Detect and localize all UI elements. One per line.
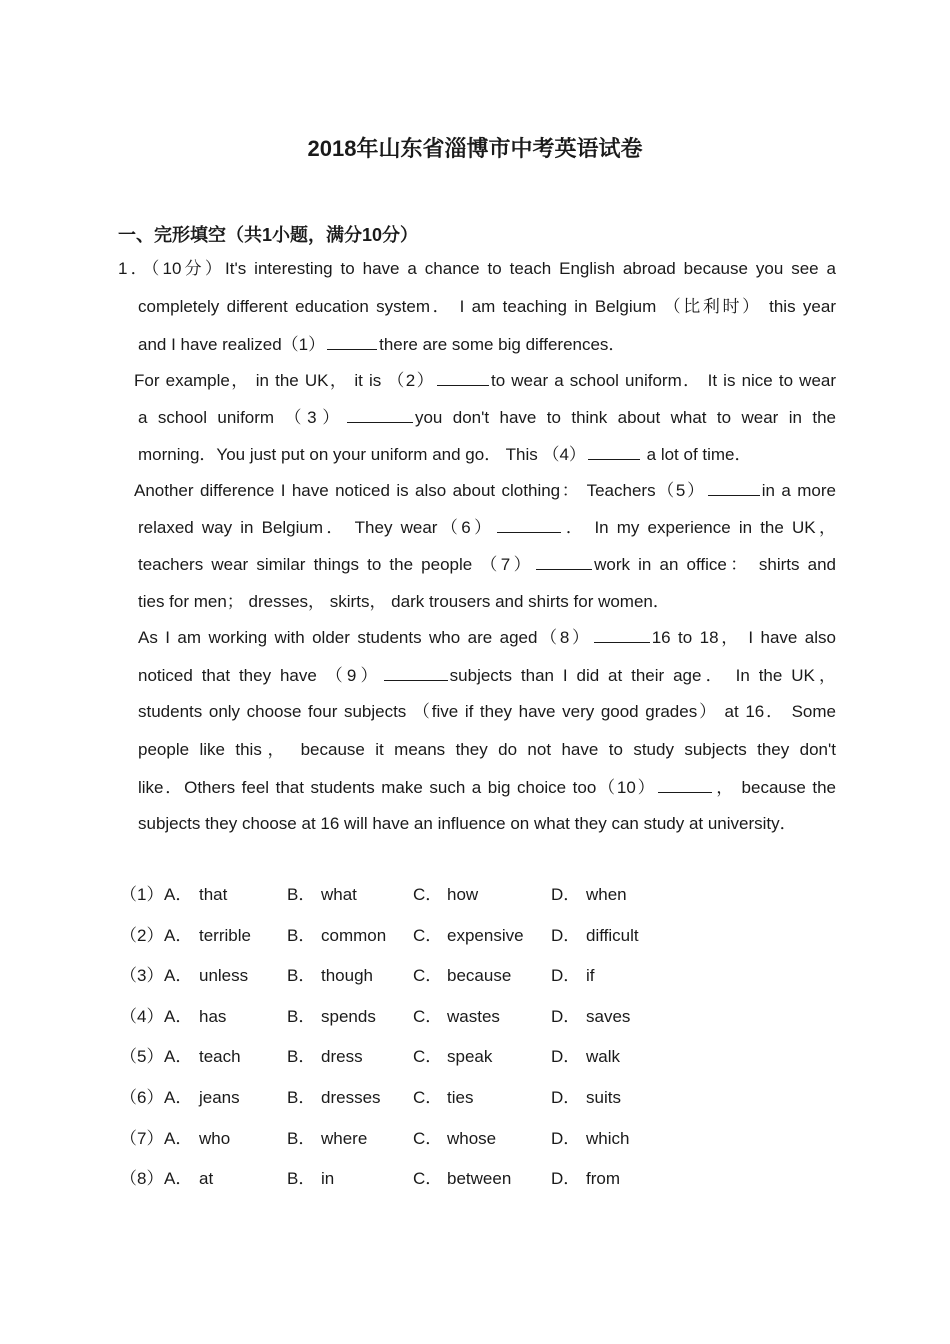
option-b[interactable]: though bbox=[321, 966, 373, 985]
option-b[interactable]: in bbox=[321, 1169, 335, 1188]
passage-line: people like this， because it means they do not have to study subjects they don't bbox=[138, 740, 836, 759]
passage-line bbox=[138, 405, 836, 430]
option-letter: A． bbox=[164, 926, 193, 945]
passage-line bbox=[138, 442, 836, 467]
question-number: （1） bbox=[120, 885, 164, 904]
passage-line: completely different education system． I am teaching in Belgium （比利时） this year bbox=[138, 297, 836, 316]
option-c[interactable]: between bbox=[447, 1169, 512, 1188]
option-letter: B． bbox=[287, 966, 316, 985]
option-letter: C． bbox=[413, 1088, 443, 1107]
question-number: （8） bbox=[120, 1169, 164, 1188]
option-a[interactable]: who bbox=[199, 1129, 231, 1148]
question-number: （6） bbox=[120, 1088, 164, 1107]
option-letter: C． bbox=[413, 1169, 443, 1188]
text: teachers wear similar things to the people （7） bbox=[138, 555, 535, 574]
passage-line bbox=[138, 332, 836, 357]
option-a[interactable]: terrible bbox=[199, 926, 251, 945]
answer-blank[interactable] bbox=[497, 515, 561, 533]
option-b[interactable]: dresses bbox=[321, 1088, 381, 1107]
option-letter: B． bbox=[287, 1088, 316, 1107]
option-letter: A． bbox=[164, 1129, 193, 1148]
option-letter: B． bbox=[287, 1129, 316, 1148]
option-d[interactable]: suits bbox=[586, 1088, 621, 1107]
option-letter: A． bbox=[164, 1007, 193, 1026]
option-a[interactable]: jeans bbox=[199, 1088, 240, 1107]
option-c[interactable]: speak bbox=[447, 1047, 493, 1066]
answer-blank[interactable] bbox=[658, 775, 712, 793]
option-letter: B． bbox=[287, 1007, 316, 1026]
option-letter: A． bbox=[164, 1047, 193, 1066]
option-letter: A． bbox=[164, 966, 193, 985]
option-letter: B． bbox=[287, 926, 316, 945]
answer-blank[interactable] bbox=[588, 442, 640, 460]
option-letter: D． bbox=[551, 1007, 581, 1026]
passage-line: subjects they choose at 16 will have an influence on what they can study at university． bbox=[138, 814, 797, 833]
text: noticed that they have （9） bbox=[138, 666, 382, 685]
option-letter: D． bbox=[551, 885, 581, 904]
option-letter: C． bbox=[413, 966, 443, 985]
passage-line bbox=[138, 515, 836, 540]
answer-blank[interactable] bbox=[708, 478, 760, 496]
text: For example， in the UK， it is （2） bbox=[134, 371, 435, 390]
option-letter: C． bbox=[413, 1007, 443, 1026]
option-d[interactable]: if bbox=[586, 966, 595, 985]
option-d[interactable]: from bbox=[586, 1169, 620, 1188]
question-number: （3） bbox=[120, 966, 164, 985]
option-d[interactable]: which bbox=[586, 1129, 630, 1148]
option-letter: B． bbox=[287, 1169, 316, 1188]
option-letter: B． bbox=[287, 885, 316, 904]
option-c[interactable]: whose bbox=[447, 1129, 497, 1148]
option-a[interactable]: that bbox=[199, 885, 228, 904]
text: ． In my experience in the UK， bbox=[562, 518, 836, 537]
text: a school uniform （3） bbox=[138, 408, 345, 427]
text: morning．You just put on your uniform and go． This （4） bbox=[138, 445, 586, 464]
passage-line bbox=[138, 552, 836, 577]
option-d[interactable]: saves bbox=[586, 1007, 631, 1026]
option-letter: D． bbox=[551, 1129, 581, 1148]
text: and I have realized（1） bbox=[138, 335, 326, 354]
option-c[interactable]: because bbox=[447, 966, 512, 985]
option-letter: D． bbox=[551, 1088, 581, 1107]
passage-line bbox=[138, 775, 836, 800]
option-a[interactable]: at bbox=[199, 1169, 214, 1188]
option-a[interactable]: unless bbox=[199, 966, 249, 985]
text: work in an office： shirts and bbox=[594, 555, 836, 574]
question-number: （4） bbox=[120, 1007, 164, 1026]
option-a[interactable]: has bbox=[199, 1007, 227, 1026]
option-c[interactable]: wastes bbox=[447, 1007, 500, 1026]
option-c[interactable]: expensive bbox=[447, 926, 524, 945]
text: a lot of time． bbox=[646, 445, 752, 464]
answer-blank[interactable] bbox=[437, 368, 489, 386]
option-letter: A． bbox=[164, 1169, 193, 1188]
option-letter: C． bbox=[413, 926, 443, 945]
option-b[interactable]: common bbox=[321, 926, 387, 945]
option-b[interactable]: spends bbox=[321, 1007, 376, 1026]
text: subjects than I did at their age． In the UK， bbox=[449, 666, 836, 685]
text: like．Others feel that students make such a big choice too（10） bbox=[138, 778, 657, 797]
option-b[interactable]: where bbox=[321, 1129, 368, 1148]
answer-blank[interactable] bbox=[347, 405, 413, 423]
option-letter: D． bbox=[551, 966, 581, 985]
passage-line bbox=[134, 368, 836, 393]
option-d[interactable]: walk bbox=[586, 1047, 621, 1066]
option-letter: A． bbox=[164, 885, 193, 904]
option-b[interactable]: dress bbox=[321, 1047, 363, 1066]
passage-line bbox=[138, 625, 836, 650]
text: in a more bbox=[761, 481, 836, 500]
passage-line: ties for men； dresses， skirts， dark trousers and shirts for women． bbox=[138, 592, 670, 611]
option-letter: A． bbox=[164, 1088, 193, 1107]
option-letter: C． bbox=[413, 1047, 443, 1066]
option-b[interactable]: what bbox=[321, 885, 357, 904]
option-c[interactable]: how bbox=[447, 885, 479, 904]
text: to wear a school uniform． It is nice to wear bbox=[490, 371, 837, 390]
option-letter: D． bbox=[551, 1047, 581, 1066]
option-letter: C． bbox=[413, 1129, 443, 1148]
question-number: （2） bbox=[120, 926, 164, 945]
option-letter: B． bbox=[287, 1047, 316, 1066]
question-number: （7） bbox=[120, 1129, 164, 1148]
option-a[interactable]: teach bbox=[199, 1047, 241, 1066]
passage-line: students only choose four subjects （five if they have very good grades） at 16． Some bbox=[138, 702, 836, 721]
text: relaxed way in Belgium． They wear（6） bbox=[138, 518, 495, 537]
text: ， because the bbox=[714, 778, 836, 797]
answer-blank[interactable] bbox=[594, 625, 650, 643]
answer-blank[interactable] bbox=[536, 552, 592, 570]
answer-blank[interactable] bbox=[327, 332, 377, 350]
page-title: 2018年山东省淄博市中考英语试卷 bbox=[307, 136, 643, 161]
section-heading: 一、完形填空（共1小题，满分10分） bbox=[118, 225, 419, 245]
option-letter: D． bbox=[551, 926, 581, 945]
passage-line: 1．（10分）It's interesting to have a chance to teach English abroad because you see a bbox=[118, 259, 836, 278]
text: As I am working with older students who are aged（8） bbox=[138, 628, 592, 647]
option-letter: D． bbox=[551, 1169, 581, 1188]
passage-line bbox=[138, 663, 836, 688]
question-number: （5） bbox=[120, 1047, 164, 1066]
text: you don't have to think about what to wear in the bbox=[414, 408, 836, 427]
passage-line bbox=[134, 478, 836, 503]
option-d[interactable]: when bbox=[586, 885, 627, 904]
option-c[interactable]: ties bbox=[447, 1088, 474, 1107]
option-d[interactable]: difficult bbox=[586, 926, 639, 945]
text: Another difference I have noticed is also about clothing： Teachers（5） bbox=[134, 481, 706, 500]
answer-blank[interactable] bbox=[384, 663, 448, 681]
text: 16 to 18， I have also bbox=[651, 628, 836, 647]
text: there are some big differences． bbox=[379, 335, 626, 354]
option-letter: C． bbox=[413, 885, 443, 904]
